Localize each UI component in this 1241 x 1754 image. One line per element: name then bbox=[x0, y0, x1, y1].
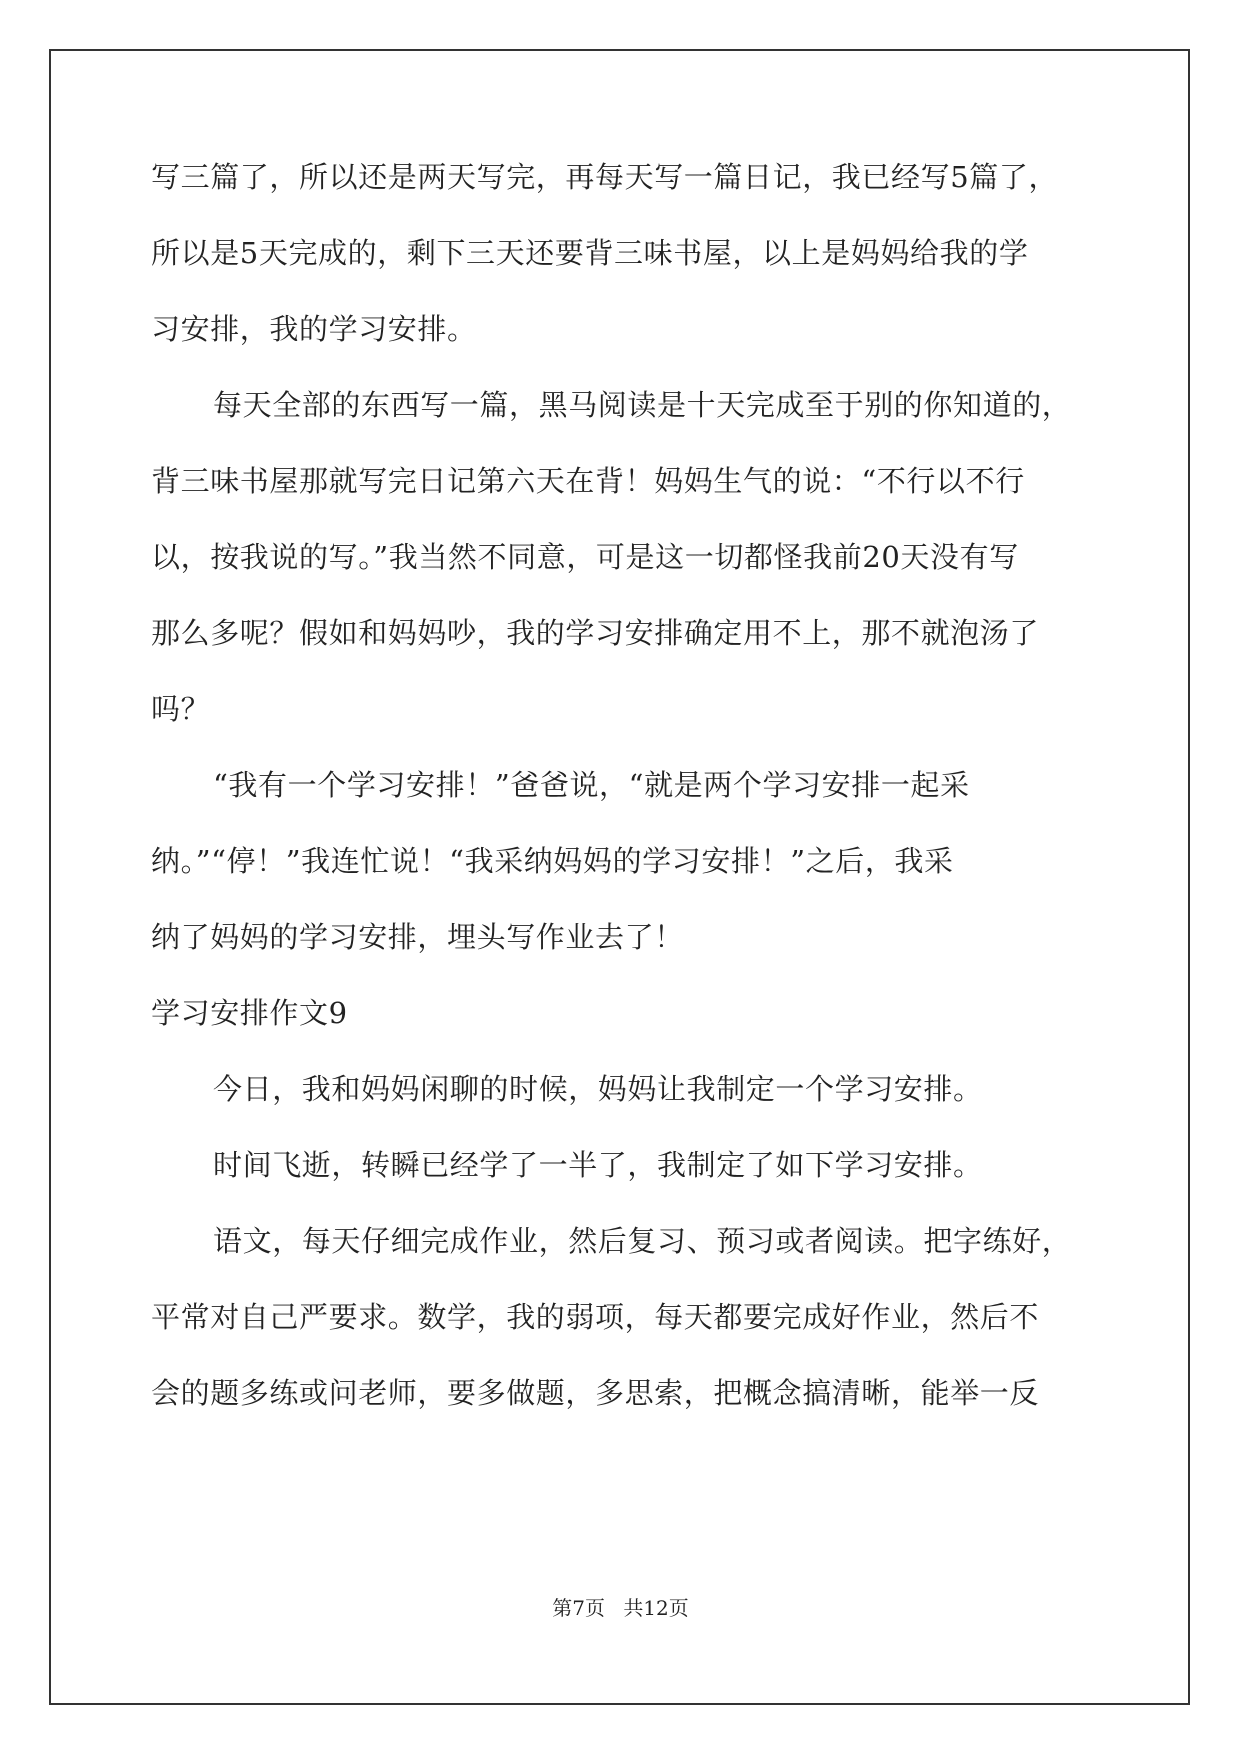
paragraph-start-line: 语文，每天仔细完成作业，然后复习、预习或者阅读。把字练好， bbox=[213, 1224, 1072, 1258]
text-line: 背三味书屋那就写完日记第六天在背！妈妈生气的说：“不行以不行 bbox=[151, 464, 1025, 498]
paragraph-start-line: 时间飞逝，转瞬已经学了一半了，我制定了如下学习安排。 bbox=[213, 1148, 983, 1182]
document-body bbox=[151, 162, 1091, 1454]
text-line: 以，按我说的写。”我当然不同意，可是这一切都怪我前20天没有写 bbox=[151, 540, 1019, 574]
text-line: 写三篇了，所以还是两天写完，再每天写一篇日记，我已经写5篇了， bbox=[151, 160, 1059, 194]
text-line: 纳了妈妈的学习安排，埋头写作业去了！ bbox=[151, 920, 684, 954]
page-total: 共12页 bbox=[623, 1596, 689, 1620]
text-line: 吗？ bbox=[151, 692, 211, 726]
text-line: 纳。”“停！”我连忙说！“我采纳妈妈的学习安排！”之后，我采 bbox=[151, 844, 954, 878]
paragraph-start-line: 今日，我和妈妈闲聊的时候，妈妈让我制定一个学习安排。 bbox=[213, 1072, 983, 1106]
text-line: 会的题多练或问老师，要多做题，多思索，把概念搞清晰，能举一反 bbox=[151, 1376, 1040, 1410]
text-line: 习安排，我的学习安排。 bbox=[151, 312, 477, 346]
text-line: 平常对自己严要求。数学，我的弱项，每天都要完成好作业，然后不 bbox=[151, 1300, 1040, 1334]
page-footer bbox=[0, 1597, 1241, 1619]
section-heading: 学习安排作文9 bbox=[151, 996, 348, 1030]
paragraph-start-line: 每天全部的东西写一篇，黑马阅读是十天完成至于别的你知道的， bbox=[213, 388, 1072, 422]
paragraph-start-line: “我有一个学习安排！”爸爸说，“就是两个学习安排一起采 bbox=[213, 768, 970, 802]
page-number: 第7页 bbox=[552, 1596, 605, 1620]
text-line: 那么多呢？假如和妈妈吵，我的学习安排确定用不上，那不就泡汤了 bbox=[151, 616, 1040, 650]
text-line: 所以是5天完成的，剩下三天还要背三味书屋，以上是妈妈给我的学 bbox=[151, 236, 1029, 270]
